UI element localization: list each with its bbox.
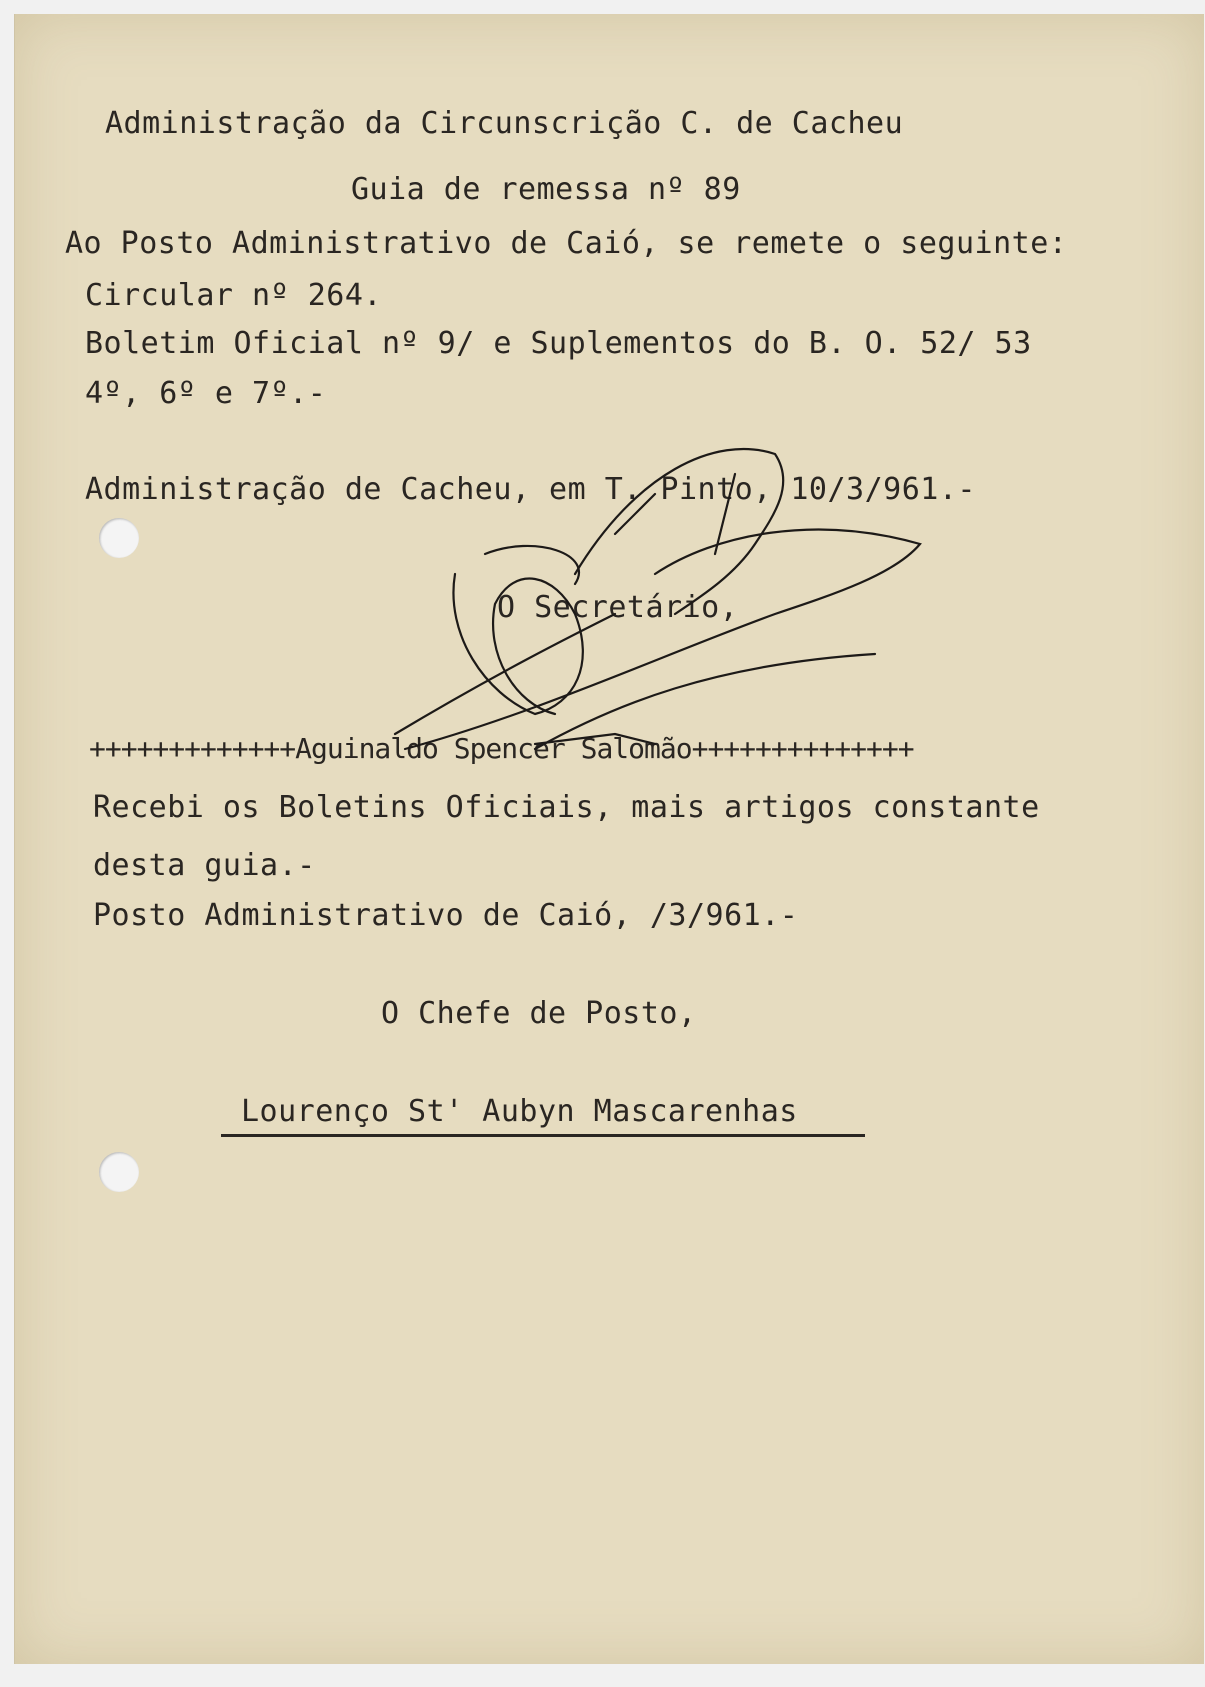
document-page bbox=[14, 14, 1204, 1664]
item-boletim: Boletim Oficial nº 9/ e Suplementos do B. O. 52/ 53 bbox=[85, 326, 1032, 361]
administration-header: Administração da Circunscrição C. de Cacheu bbox=[105, 106, 904, 141]
signature-underline bbox=[221, 1134, 865, 1137]
handwritten-signature bbox=[15, 14, 1204, 1664]
dateline: Administração de Cacheu, em T. Pinto, 10/3/961.- bbox=[85, 472, 976, 507]
guide-title: Guia de remessa nº 89 bbox=[351, 172, 741, 207]
receipt-line-3: Posto Administrativo de Caió, /3/961.- bbox=[93, 898, 799, 933]
chief-name: Lourenço St' Aubyn Mascarenhas bbox=[241, 1094, 798, 1129]
receipt-line-2: desta guia.- bbox=[93, 848, 316, 883]
item-circular: Circular nº 264. bbox=[85, 278, 382, 313]
chief-title: O Chefe de Posto, bbox=[381, 996, 697, 1031]
secretary-title: O Secretário, bbox=[497, 590, 739, 625]
recipient-line: Ao Posto Administrativo de Caió, se remete o seguinte: bbox=[65, 226, 1068, 261]
secretary-name-line: +++++++++++++Aguinaldo Spencer Salomão++++++++++++++ bbox=[89, 732, 914, 765]
receipt-line-1: Recebi os Boletins Oficiais, mais artigos constante bbox=[93, 790, 1040, 825]
item-supplements: 4º, 6º e 7º.- bbox=[85, 376, 327, 411]
